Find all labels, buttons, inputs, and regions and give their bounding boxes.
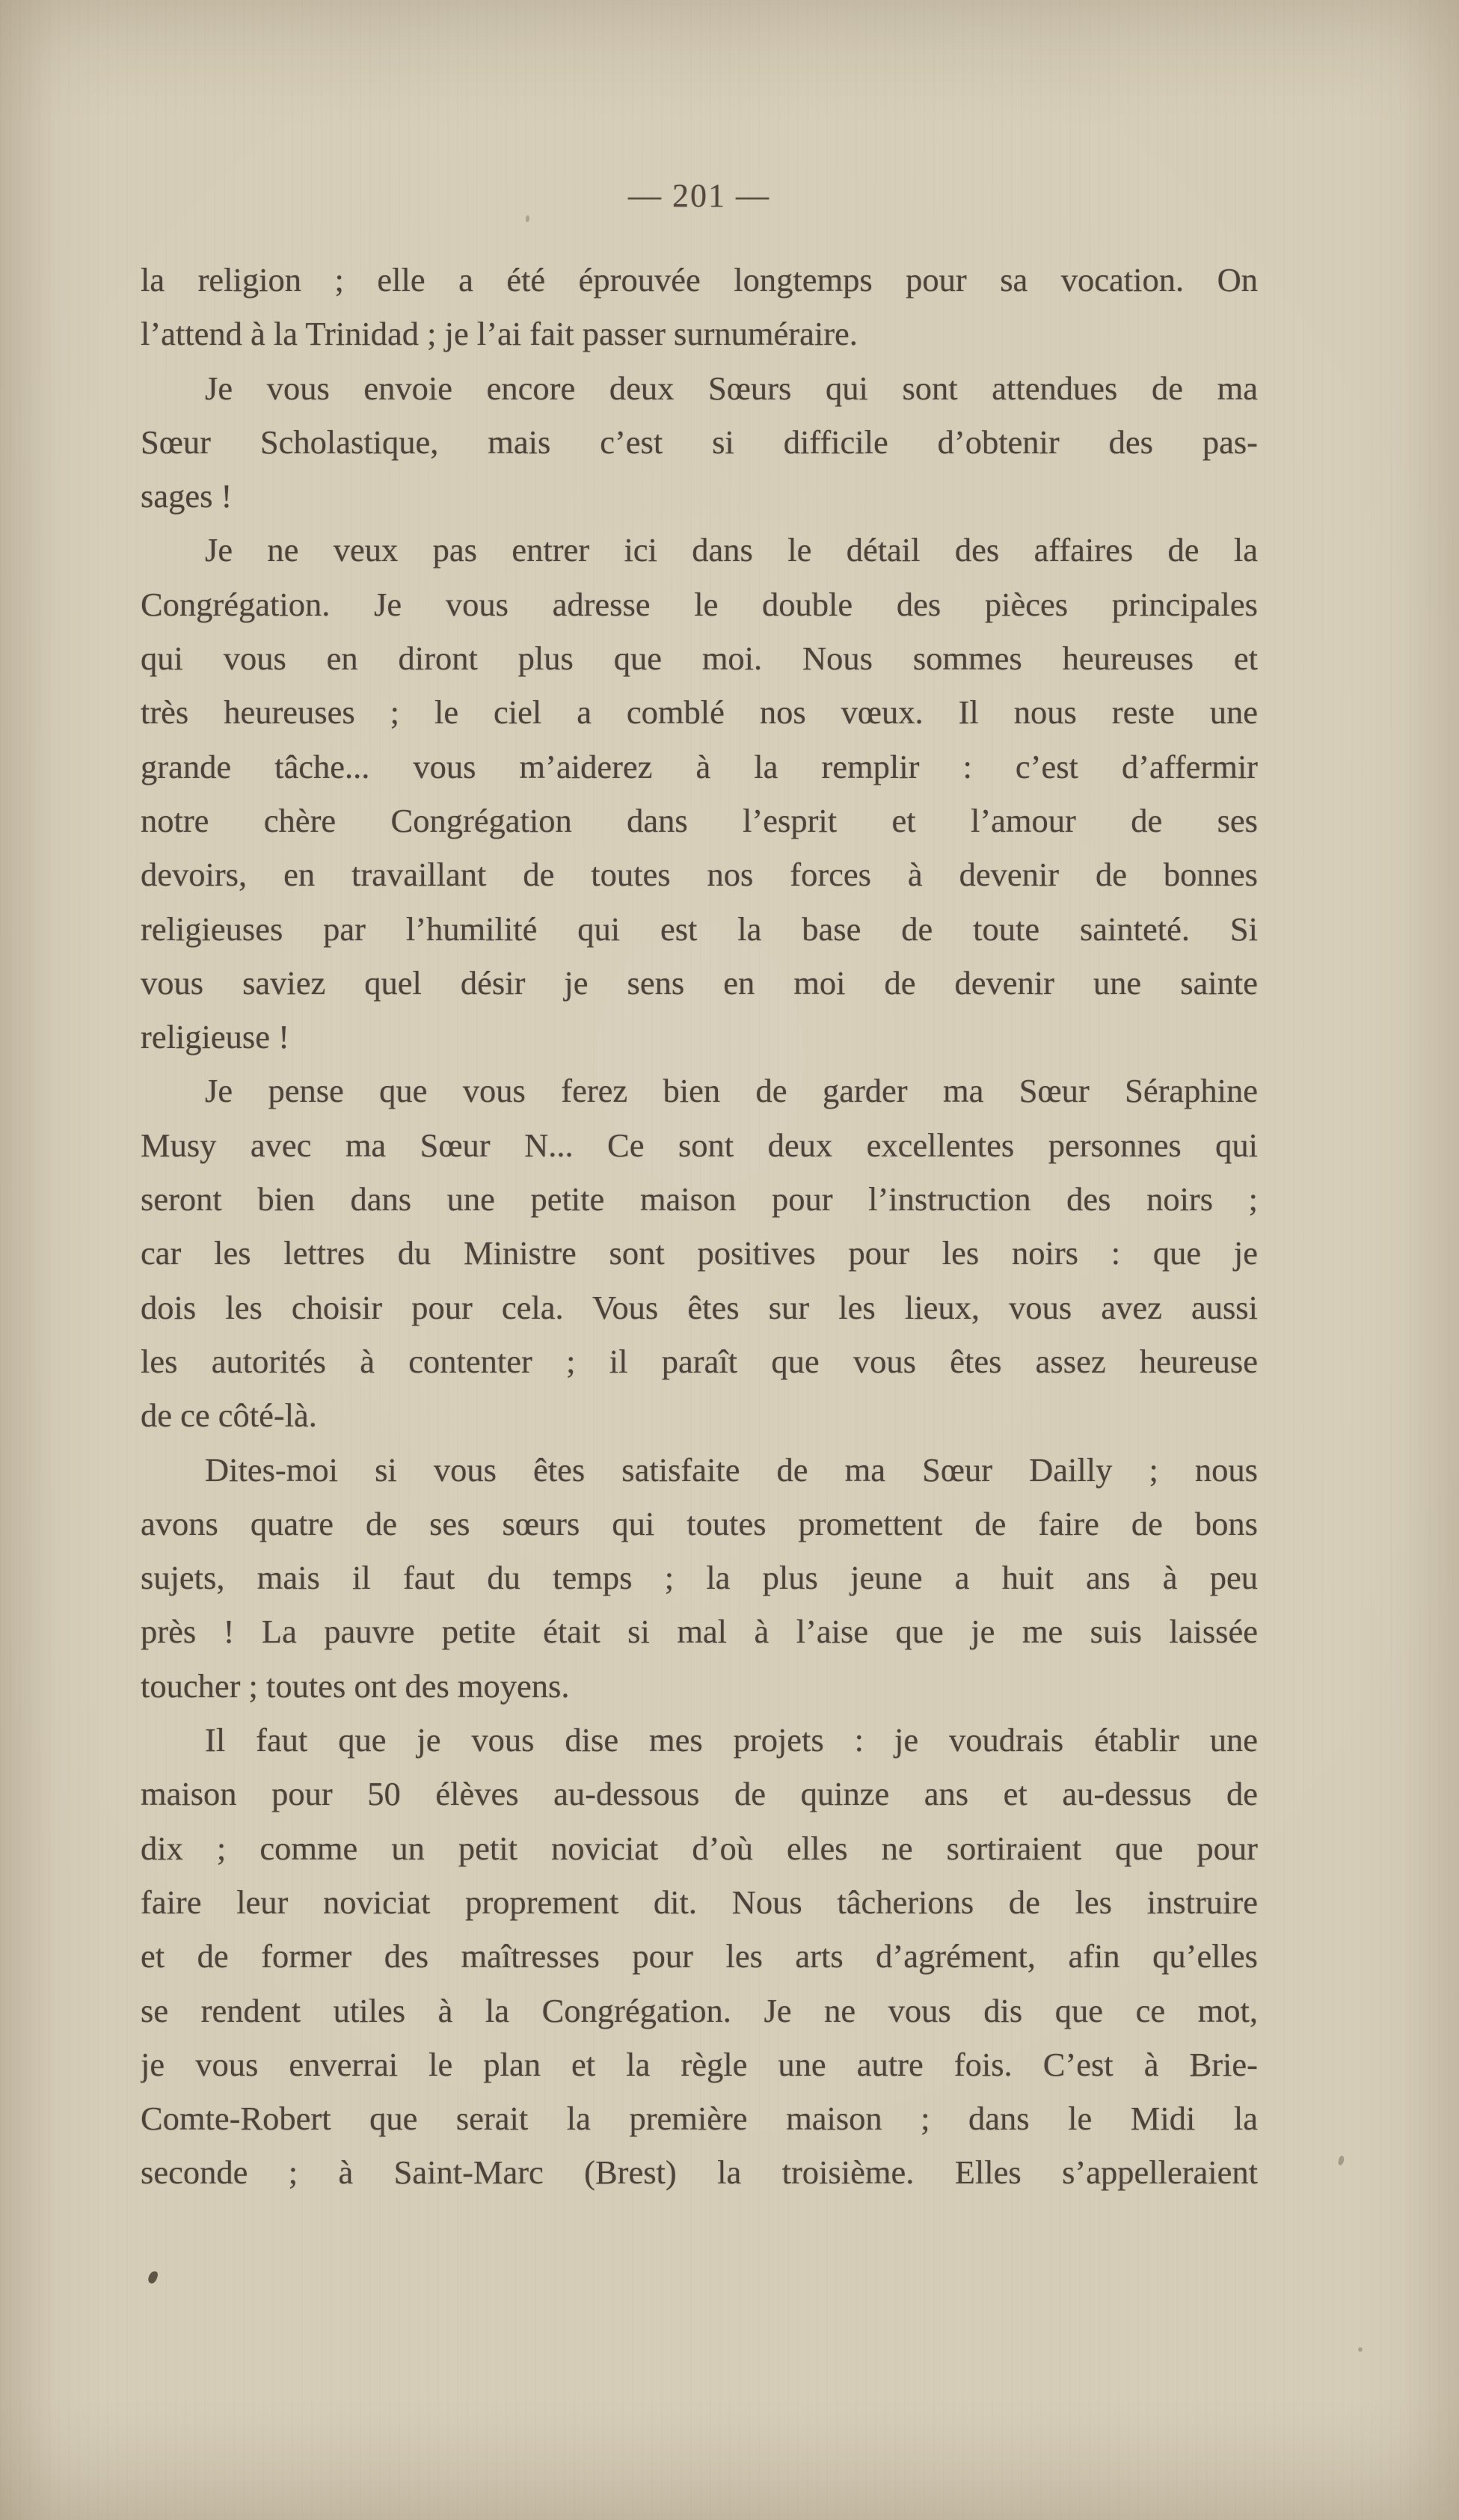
text-line: grande tâche... vous m’aiderez à la remplir : c’est d’affermir — [141, 747, 1258, 785]
text-line: avons quatre de ses sœurs qui toutes promettent de faire de bons — [141, 1504, 1258, 1542]
text-line: de ce côté-là. — [141, 1397, 317, 1435]
ink-speck — [147, 2270, 159, 2285]
text-line: je vous enverrai le plan et la règle une autre fois. C’est à Brie- — [141, 2045, 1258, 2083]
text-line: notre chère Congrégation dans l’esprit et l’amour de ses — [141, 801, 1258, 839]
ink-speck — [1358, 2347, 1363, 2352]
text-line: qui vous en diront plus que moi. Nous sommes heureuses et — [141, 640, 1258, 678]
text-line: Comte-Robert que serait la première maison ; dans le Midi la — [141, 2100, 1258, 2138]
text-line: religieuse ! — [141, 1018, 289, 1056]
text-line: maison pour 50 élèves au-dessous de quinze ans et au-dessus de — [141, 1775, 1258, 1813]
text-line: Sœur Scholastique, mais c’est si difficile d’obtenir des pas- — [141, 423, 1258, 461]
text-line: Dites-moi si vous êtes satisfaite de ma Sœur Dailly ; nous — [205, 1450, 1258, 1489]
text-line: car les lettres du Ministre sont positives pour les noirs : que je — [141, 1234, 1258, 1272]
text-line: faire leur noviciat proprement dit. Nous tâcherions de les instruire — [141, 1883, 1258, 1921]
text-line: l’attend à la Trinidad ; je l’ai fait passer surnuméraire. — [141, 315, 858, 353]
text-line: Congrégation. Je vous adresse le double des pièces principales — [141, 585, 1258, 623]
text-line: seront bien dans une petite maison pour l’instruction des noirs ; — [141, 1180, 1258, 1218]
text-line: Je pense que vous ferez bien de garder ma Sœur Séraphine — [205, 1072, 1258, 1110]
text-line: dix ; comme un petit noviciat d’où elles ne sortiraient que pour — [141, 1829, 1258, 1867]
letter-body-text — [141, 253, 1258, 2200]
text-line: sages ! — [141, 477, 233, 515]
text-line: Je ne veux pas entrer ici dans le détail des affaires de la — [205, 531, 1258, 569]
text-line: Il faut que je vous dise mes projets : je voudrais établir une — [205, 1721, 1258, 1759]
text-line: seconde ; à Saint-Marc (Brest) la troisième. Elles s’appelleraient — [141, 2153, 1258, 2192]
ink-speck — [1338, 2155, 1345, 2165]
text-line: les autorités à contenter ; il paraît que vous êtes assez heureuse — [141, 1342, 1258, 1380]
text-line: et de former des maîtresses pour les arts d’agrément, afin qu’elles — [141, 1937, 1258, 1975]
text-line: devoirs, en travaillant de toutes nos forces à devenir de bonnes — [141, 856, 1258, 894]
text-line: religieuses par l’humilité qui est la base de toute sainteté. Si — [141, 910, 1258, 948]
ink-speck — [526, 215, 529, 222]
text-line: toucher ; toutes ont des moyens. — [141, 1667, 570, 1705]
text-line: Je vous envoie encore deux Sœurs qui sont attendues de ma — [205, 369, 1258, 407]
text-line: la religion ; elle a été éprouvée longtemps pour sa vocation. On — [141, 261, 1258, 298]
text-line: très heureuses ; le ciel a comblé nos vœux. Il nous reste une — [141, 693, 1258, 732]
text-line: vous saviez quel désir je sens en moi de devenir une sainte — [141, 963, 1258, 1002]
text-line: dois les choisir pour cela. Vous êtes sur les lieux, vous avez aussi — [141, 1288, 1258, 1326]
text-line: se rendent utiles à la Congrégation. Je ne vous dis que ce mot, — [141, 1991, 1258, 2029]
text-line: sujets, mais il faut du temps ; la plus jeune a huit ans à peu — [141, 1559, 1258, 1597]
text-line: près ! La pauvre petite était si mal à l’aise que je me suis laissée — [141, 1613, 1258, 1651]
text-line: Musy avec ma Sœur N... Ce sont deux excellentes personnes qui — [141, 1126, 1258, 1164]
page-number: — 201 — — [628, 177, 770, 214]
